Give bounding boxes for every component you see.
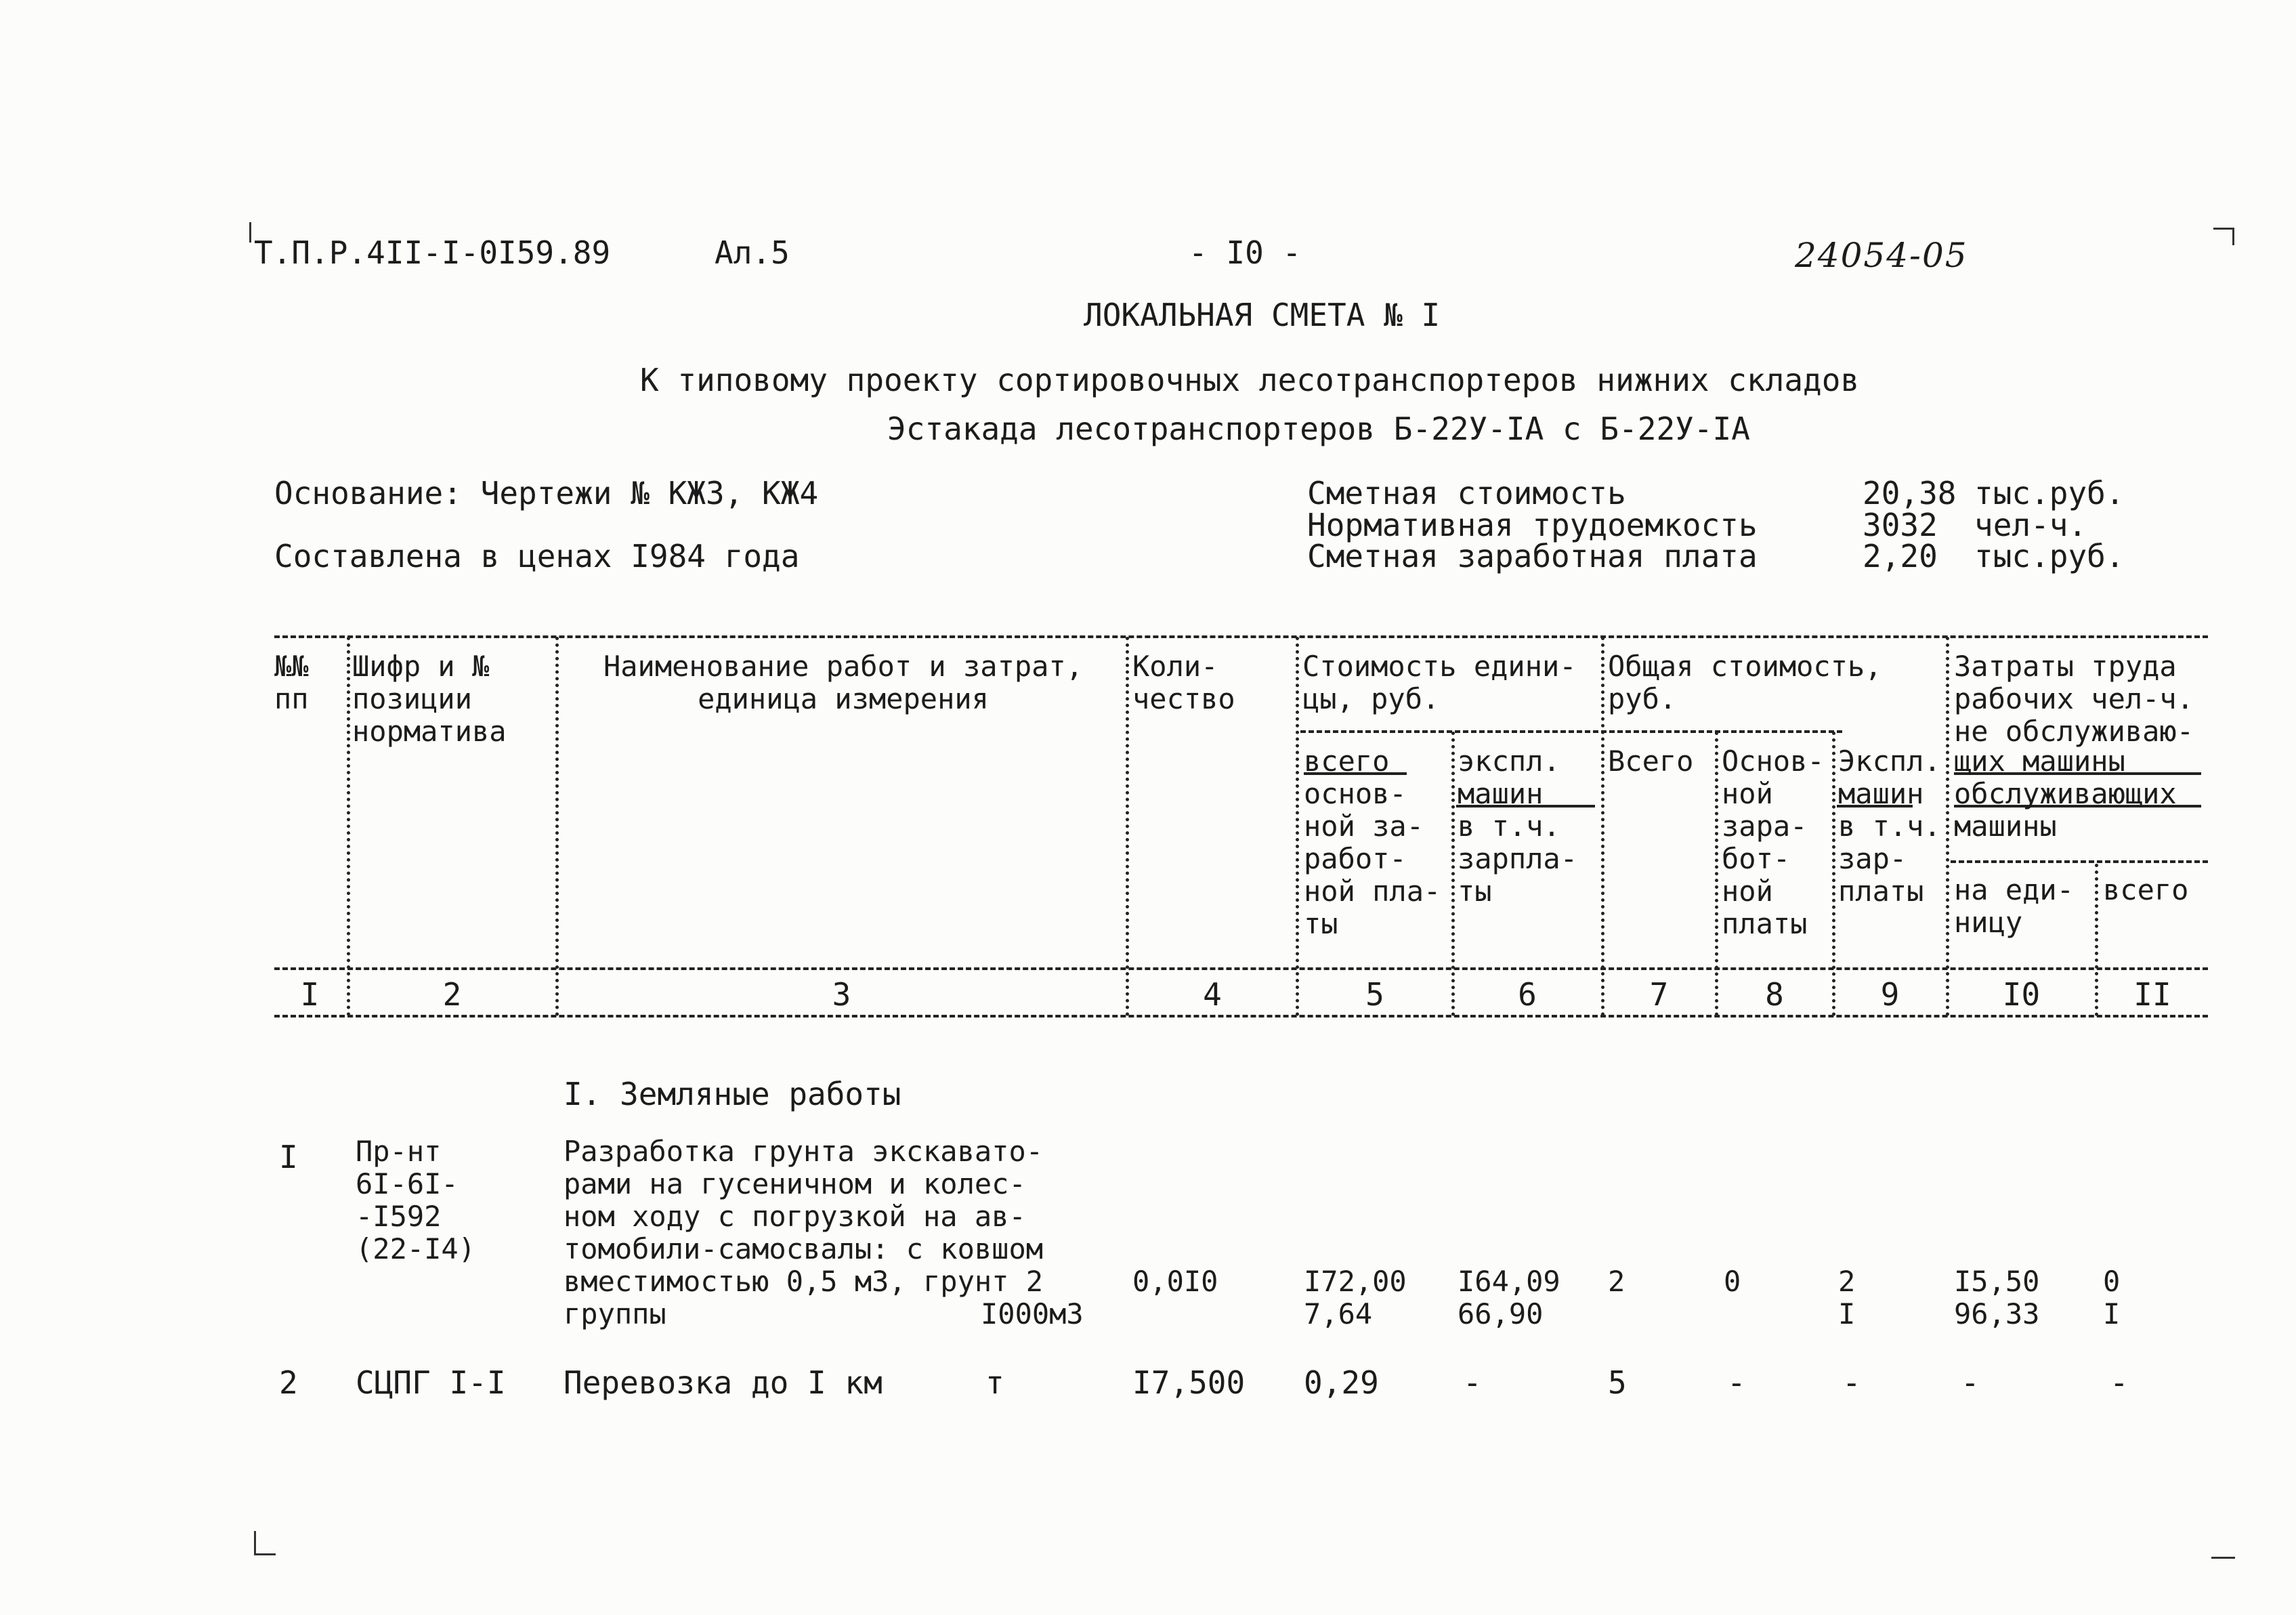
summary-label: Сметная заработная плата xyxy=(1307,538,1758,574)
crop-mark-top-left xyxy=(249,222,251,243)
page-number: - I0 - xyxy=(1189,234,1302,271)
header-bottom-rule xyxy=(274,1015,2208,1018)
summary-value: 2,20 xyxy=(1863,538,1938,574)
row-labor-total: 0 I xyxy=(2103,1265,2121,1330)
document-code: Т.П.Р.4II-I-0I59.89 xyxy=(254,234,611,271)
column-number: 2 xyxy=(442,976,462,1013)
row-labor-total: - xyxy=(2110,1364,2129,1401)
document-subtitle-1: К типовому проекту сортировочных лесотранспортеров нижних складов xyxy=(640,362,1860,398)
column-number: II xyxy=(2133,976,2171,1013)
col-header-5-bottom: основ- ной за- работ- ной пла- ты xyxy=(1304,777,1441,940)
column-number: 4 xyxy=(1203,976,1222,1013)
col-header-9-bottom: в т.ч. зар- платы xyxy=(1838,810,1941,908)
column-number: 3 xyxy=(832,976,851,1013)
col-header-name: Наименование работ и затрат, единица измерения xyxy=(603,650,1083,715)
labor-subdivider-rule xyxy=(1951,860,2208,863)
column-number: 6 xyxy=(1518,976,1537,1013)
col-header-11: всего xyxy=(2103,873,2189,906)
crop-mark-top-right xyxy=(2232,228,2234,245)
crop-mark-bottom-left xyxy=(254,1553,276,1555)
row-unit-cost-total: I72,00 7,64 xyxy=(1304,1265,1407,1330)
column-divider xyxy=(555,637,559,1016)
column-divider xyxy=(1601,637,1604,1016)
row-total-cost: 2 xyxy=(1608,1265,1625,1298)
col-header-labor-line3: обслуживающих xyxy=(1954,777,2177,810)
col-header-quantity: Коли- чество xyxy=(1132,650,1235,715)
column-number: I xyxy=(300,976,320,1013)
column-divider xyxy=(1296,637,1299,1016)
row-unit: т xyxy=(985,1364,1004,1401)
row-number: I xyxy=(279,1139,298,1175)
album-number: Ал.5 xyxy=(715,234,790,271)
row-quantity: 0,0I0 xyxy=(1132,1265,1218,1298)
document-title: ЛОКАЛЬНАЯ СМЕТА № I xyxy=(1084,297,1441,333)
row-total-machines: - xyxy=(1842,1364,1861,1401)
row-labor-per-unit: I5,50 96,33 xyxy=(1954,1265,2040,1330)
column-divider xyxy=(1946,637,1949,1016)
row-code: СЦПГ I-I xyxy=(356,1364,506,1401)
group-divider-rule xyxy=(1300,730,1842,733)
summary-label: Сметная стоимость xyxy=(1307,475,1626,511)
price-basis-text: Составлена в ценах I984 года xyxy=(274,538,800,574)
row-unit-cost-total: 0,29 xyxy=(1304,1364,1379,1401)
row-total-wages: 0 xyxy=(1724,1265,1741,1298)
row-name: Перевозка до I км xyxy=(564,1364,883,1401)
col-header-5-top: всего xyxy=(1304,744,1390,778)
col-header-labor-group: Затраты труда рабочих чел-ч. не обслуживаю- xyxy=(1954,650,2194,748)
row-unit-cost-machines: I64,09 66,90 xyxy=(1458,1265,1560,1330)
row-code: Пр-нт 6I-6I- -I592 (22-I4) xyxy=(356,1135,476,1265)
summary-unit: тыс.руб. xyxy=(1974,538,2125,574)
column-number: I0 xyxy=(2002,976,2041,1013)
row-number: 2 xyxy=(279,1364,298,1401)
row-labor-per-unit: - xyxy=(1961,1364,1980,1401)
column-divider xyxy=(1451,732,1455,1016)
col-header-9-top: Экспл. машин xyxy=(1838,744,1941,810)
basis-text: Основание: Чертежи № КЖ3, КЖ4 xyxy=(274,475,819,511)
summary-value: 3032 xyxy=(1863,507,1938,543)
column-divider xyxy=(1126,637,1129,1016)
col-header-labor-line2: щих машины xyxy=(1954,744,2125,778)
document-subtitle-2: Эстакада лесотранспортеров Б-22У-IА с Б-22У-IА xyxy=(887,411,1750,447)
row-quantity: I7,500 xyxy=(1132,1364,1246,1401)
column-divider xyxy=(1832,732,1835,1016)
crop-mark-bottom-left xyxy=(254,1531,256,1555)
crop-mark-bottom-right xyxy=(2211,1557,2235,1559)
row-unit: I000м3 xyxy=(981,1297,1084,1330)
row-total-wages: - xyxy=(1727,1364,1746,1401)
col-header-total-cost-group: Общая стоимость, руб. xyxy=(1608,650,1882,715)
row-total-cost: 5 xyxy=(1608,1364,1627,1401)
header-middle-rule xyxy=(274,967,2208,970)
col-header-6-top: экспл. машин xyxy=(1458,744,1560,810)
summary-label: Нормативная трудоемкость xyxy=(1307,507,1758,543)
summary-unit: тыс.руб. xyxy=(1974,475,2125,511)
handwritten-inventory-number: 24054-05 xyxy=(1795,236,1968,275)
col-header-code: Шифр и № позиции норматива xyxy=(352,650,507,748)
col-header-8: Основ- ной зара- бот- ной платы xyxy=(1722,744,1825,940)
col-header-6-bottom: в т.ч. зарпла- ты xyxy=(1458,810,1578,908)
row-total-machines: 2 I xyxy=(1838,1265,1856,1330)
row-unit-cost-machines: - xyxy=(1463,1364,1482,1401)
col-header-number: №№ пп xyxy=(274,650,309,715)
col-header-labor-line4: машины xyxy=(1954,810,2057,843)
column-number: 9 xyxy=(1880,976,1900,1013)
column-divider xyxy=(1715,732,1718,1016)
crop-mark-top-right xyxy=(2213,228,2234,230)
column-number: 5 xyxy=(1365,976,1384,1013)
col-header-7: Всего xyxy=(1608,744,1694,778)
section-title: I. Земляные работы xyxy=(564,1076,901,1112)
summary-unit: чел-ч. xyxy=(1974,507,2087,543)
column-number: 8 xyxy=(1765,976,1784,1013)
row-name: Разработка грунта экскавато- рами на гусеничном и колес- ном ходу с погрузкой на ав- томобили-самосвалы: с ковшом вместимостью 0,5 м3, грунт 2 группы xyxy=(564,1135,1044,1330)
column-divider xyxy=(347,637,350,1016)
column-number: 7 xyxy=(1649,976,1669,1013)
summary-value: 20,38 xyxy=(1863,475,1957,511)
col-header-10: на еди- ницу xyxy=(1954,873,2075,939)
header-top-rule xyxy=(274,635,2208,638)
col-header-unit-cost-group: Стоимость едини- цы, руб. xyxy=(1302,650,1577,715)
